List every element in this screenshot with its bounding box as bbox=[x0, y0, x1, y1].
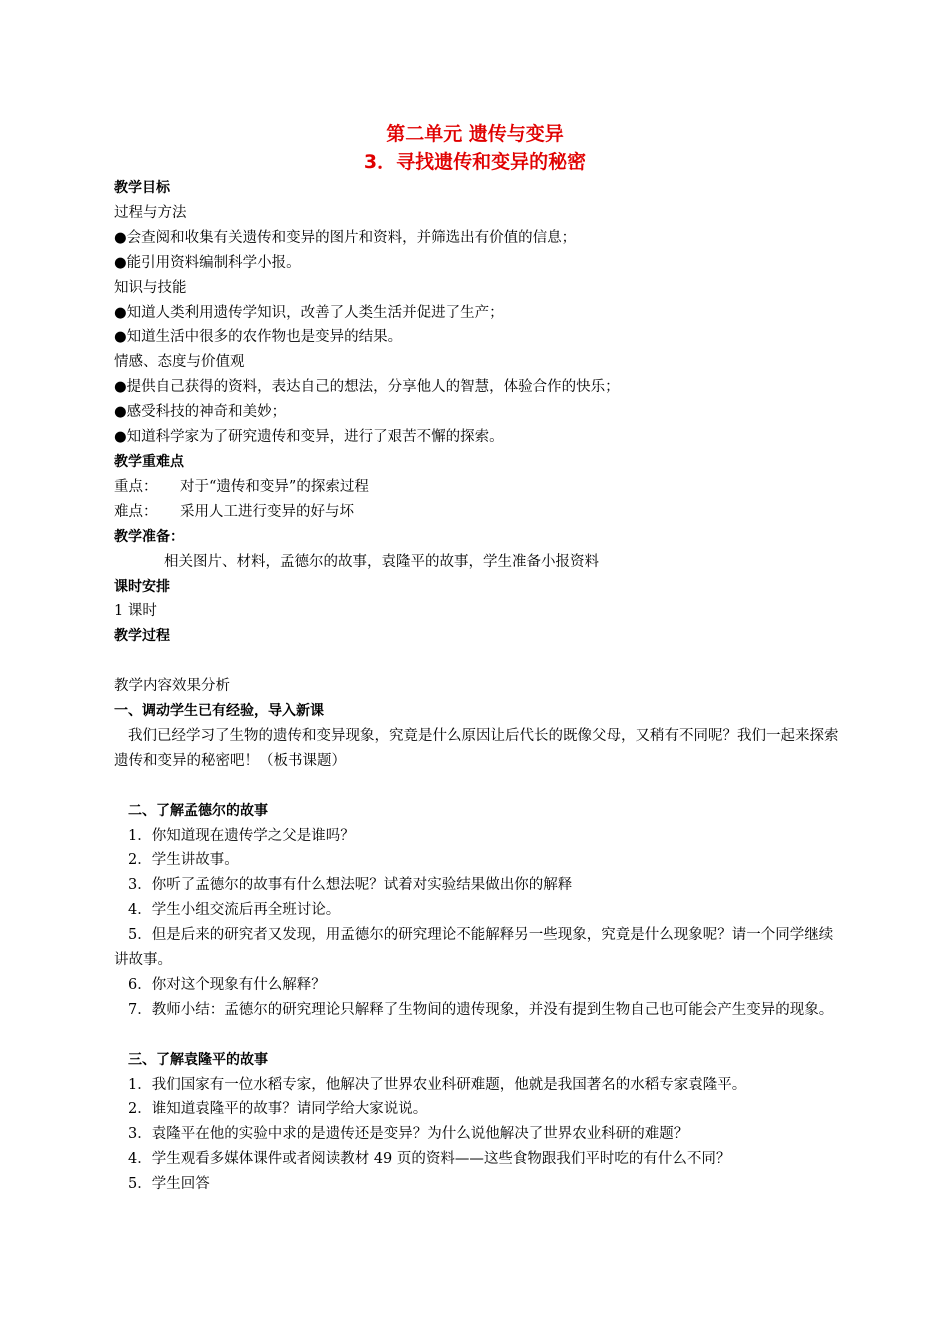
emotion-values-heading: 情感、态度与价值观 bbox=[114, 354, 245, 371]
analysis-label: 教学内容效果分析 bbox=[114, 678, 230, 695]
list-item: 5．但是后来的研究者又发现，用孟德尔的研究理论不能解释另一些现象，究竟是什么现象呢？请一个同学继续讲故事。 bbox=[114, 927, 834, 969]
list-item: ●知道人类利用遗传学知识，改善了人类生活并促进了生产； bbox=[114, 304, 504, 321]
process-methods-heading: 过程与方法 bbox=[114, 204, 187, 221]
list-item: 7．教师小结：孟德尔的研究理论只解释了生物间的遗传现象，并没有提到生物自己也可能会产生变异的现象。 bbox=[128, 1001, 834, 1018]
difficulty-row bbox=[114, 500, 844, 525]
list-item: 4．学生小组交流后再全班讨论。 bbox=[128, 902, 341, 919]
section3-heading: 三、了解袁隆平的故事 bbox=[128, 1051, 268, 1068]
list-item: 2．学生讲故事。 bbox=[128, 852, 239, 869]
spacer bbox=[114, 774, 844, 799]
list-item: 5．学生回答 bbox=[128, 1176, 210, 1193]
lesson-title: 3．寻找遗传和变异的秘密 bbox=[363, 151, 587, 173]
focus-label: 重点： bbox=[114, 478, 158, 495]
list-item: ●会查阅和收集有关遗传和变异的图片和资料，并筛选出有价值的信息； bbox=[114, 229, 577, 246]
spacer bbox=[114, 649, 844, 674]
difficulty-text: 采用人工进行变异的好与坏 bbox=[180, 503, 354, 520]
document-body bbox=[114, 176, 844, 1197]
list-item: 3．袁隆平在他的实验中求的是遗传还是变异？为什么说他解决了世界农业科研的难题？ bbox=[128, 1126, 689, 1143]
schedule-heading: 课时安排 bbox=[114, 578, 170, 595]
schedule-text: 1 课时 bbox=[114, 603, 157, 620]
list-item: ●知道科学家为了研究遗传和变异，进行了艰苦不懈的探索。 bbox=[114, 429, 504, 446]
list-item: 2．谁知道袁隆平的故事？请同学给大家说说。 bbox=[128, 1101, 428, 1118]
unit-title: 第二单元 遗传与变异 bbox=[386, 123, 564, 145]
list-item: 3．你听了孟德尔的故事有什么想法呢？试着对实验结果做出你的解释 bbox=[128, 877, 573, 894]
focus-text: 对于“遗传和变异”的探索过程 bbox=[180, 478, 369, 495]
list-item: ●能引用资料编制科学小报。 bbox=[114, 254, 301, 271]
list-item: 1．我们国家有一位水稻专家，他解决了世界农业科研难题，他就是我国著名的水稻专家袁隆平。 bbox=[128, 1076, 747, 1093]
list-item: ●感受科技的神奇和美妙； bbox=[114, 404, 287, 421]
spacer bbox=[114, 1023, 844, 1048]
section1-paragraph: 我们已经学习了生物的遗传和变异现象，究竟是什么原因让后代长的既像父母，又稍有不同呢？我们一起来探索遗传和变异的秘密吧！（板书课题） bbox=[114, 727, 839, 769]
process-heading: 教学过程 bbox=[114, 628, 170, 645]
preparation-heading: 教学准备： bbox=[114, 528, 184, 545]
title-block bbox=[0, 120, 950, 176]
section1-heading: 一、调动学生已有经验，导入新课 bbox=[114, 703, 324, 720]
key-points-heading: 教学重难点 bbox=[114, 453, 184, 470]
list-item: ●提供自己获得的资料，表达自己的想法，分享他人的智慧，体验合作的快乐； bbox=[114, 379, 620, 396]
difficulty-label: 难点： bbox=[114, 503, 158, 520]
list-item: 1．你知道现在遗传学之父是谁吗？ bbox=[128, 827, 355, 844]
list-item: ●知道生活中很多的农作物也是变异的结果。 bbox=[114, 329, 403, 346]
section2-heading: 二、了解孟德尔的故事 bbox=[128, 802, 268, 819]
knowledge-skills-heading: 知识与技能 bbox=[114, 279, 187, 296]
focus-row bbox=[114, 475, 844, 500]
preparation-text: 相关图片、材料，孟德尔的故事，袁隆平的故事，学生准备小报资料 bbox=[164, 553, 599, 570]
objectives-heading: 教学目标 bbox=[114, 180, 170, 196]
list-item: 6．你对这个现象有什么解释？ bbox=[128, 976, 326, 993]
list-item: 4．学生观看多媒体课件或者阅读教材 49 页的资料——这些食物跟我们平时吃的有什么不同？ bbox=[128, 1151, 731, 1168]
